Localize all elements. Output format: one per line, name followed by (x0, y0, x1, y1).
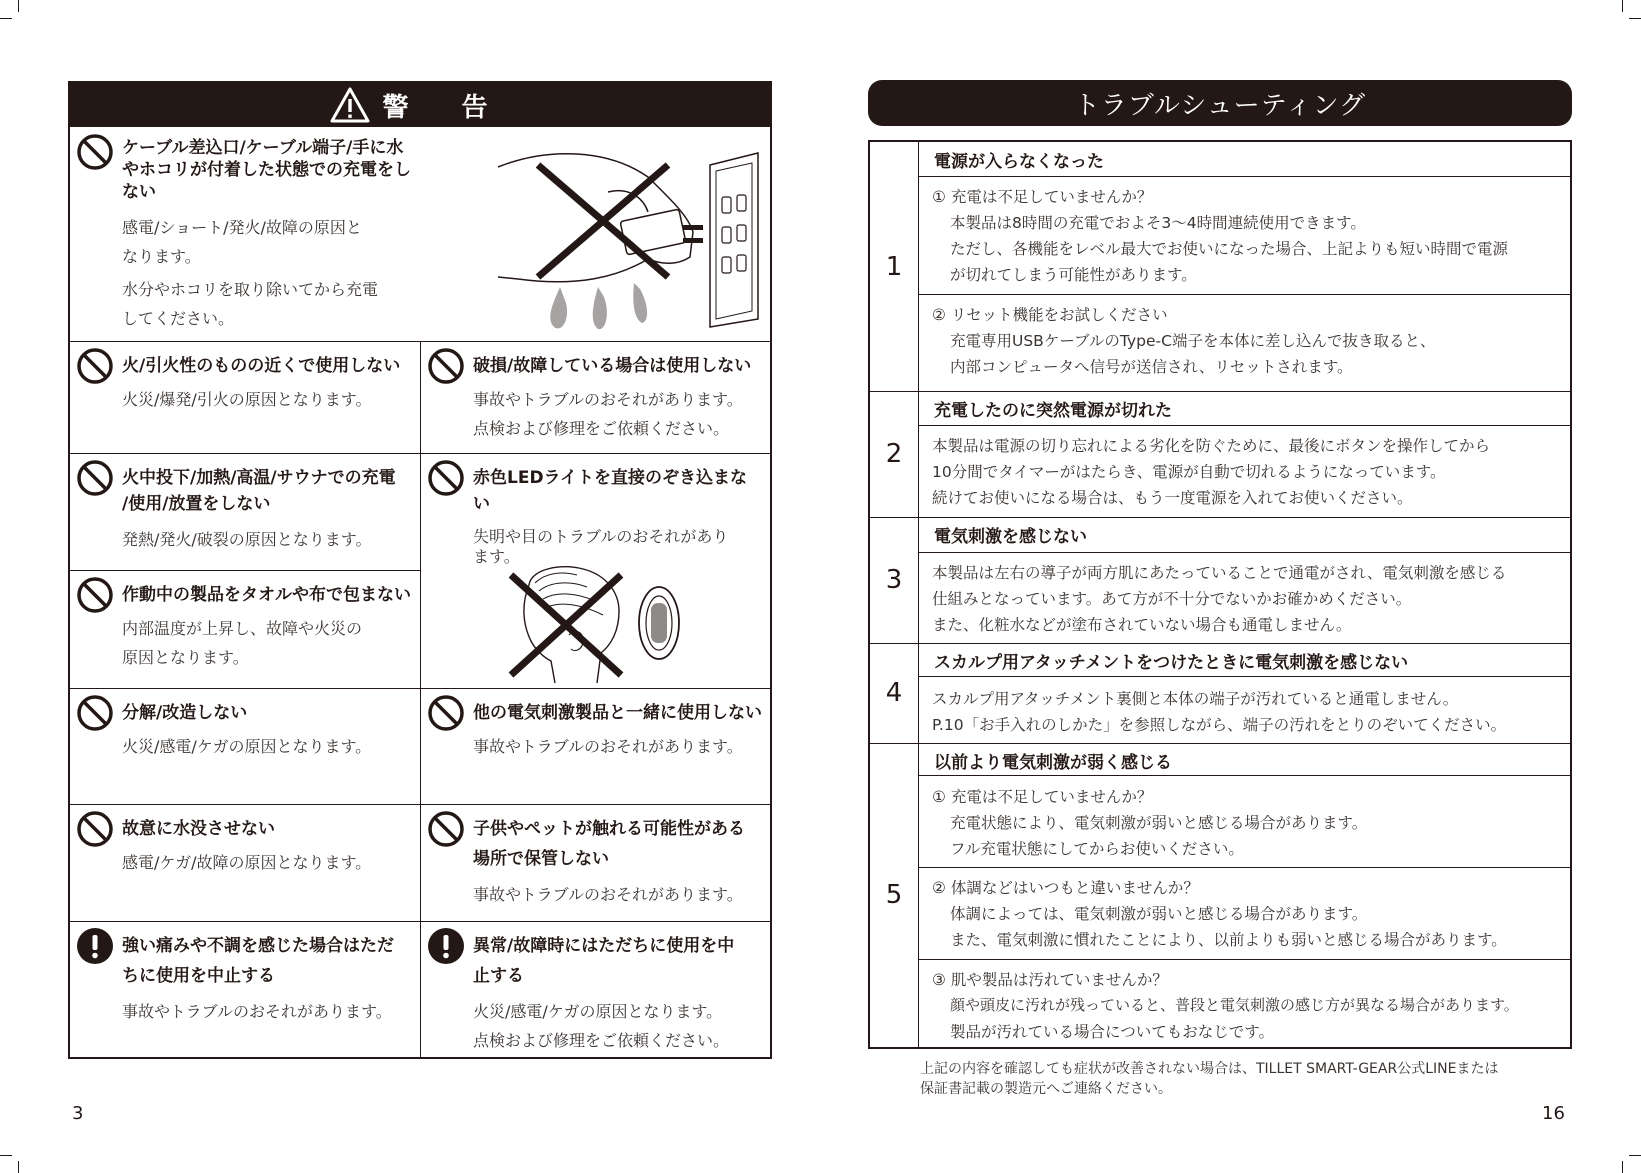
crop-mark (0, 1155, 12, 1156)
item-body-line: 火災/感電/ケガの原因となります。 (122, 737, 372, 756)
prohibition-icon (76, 694, 114, 732)
block-line: 10分間でタイマーがはたらき、電源が自動で切れるようになっています。 (932, 463, 1446, 481)
block-line: 続けてお使いになる場合は、もう一度電源を入れてお使いください。 (932, 489, 1413, 507)
prohibition-icon (427, 459, 465, 497)
section-number: 5 (885, 880, 903, 910)
warning-triangle-icon (330, 87, 370, 123)
crop-mark (18, 1161, 19, 1173)
item-body-line: 事故やトラブルのおそれがあります。 (473, 885, 743, 904)
item-title-line: 場所で保管しない (473, 849, 609, 869)
warning-item-other-device (421, 688, 771, 804)
item-body-line: 発熱/発火/破裂の原因となります。 (122, 530, 372, 549)
troubleshooting-title: トラブルシューティング (1073, 90, 1367, 121)
footnote (920, 1058, 1498, 1098)
warning-item-strong-pain (70, 921, 420, 1059)
warning-item-abnormal (421, 921, 771, 1059)
block-line: 内部コンピュータへ信号が送信され、リセットされます。 (950, 358, 1353, 376)
item-title-line: 子供やペットが触れる可能性がある (473, 819, 745, 839)
item-body-line: 事故やトラブルのおそれがあります。 (473, 390, 743, 409)
section-title: 電気刺激を感じない (934, 527, 1087, 547)
block-line: 本製品は電源の切り忘れによる劣化を防ぐために、最後にボタンを操作してから (932, 437, 1491, 455)
prohibition-icon (427, 810, 465, 848)
warning-item-children (421, 804, 771, 921)
crop-mark (1629, 18, 1641, 19)
item-body-line: 火災/爆発/引火の原因となります。 (122, 390, 372, 409)
warning-item-heating (70, 453, 420, 570)
crop-mark (1622, 1161, 1623, 1173)
warning-table (68, 81, 772, 1059)
crop-mark (0, 18, 12, 19)
block-line: が切れてしまう可能性があります。 (950, 266, 1197, 284)
prohibition-icon (76, 133, 114, 171)
block-line: また、化粧水などが塗布されていない場合も通電しません。 (932, 616, 1352, 634)
item-title-line: 強い痛みや不調を感じた場合はただ (122, 936, 394, 956)
item-body-line: してください。 (122, 309, 235, 328)
item-body-line: ます。 (473, 547, 520, 566)
warning-item-wet-plug (70, 127, 770, 341)
item-title: 他の電気刺激製品と一緒に使用しない (473, 703, 762, 723)
item-body-line: 感電/ショート/発火/故障の原因と (122, 218, 362, 237)
block-line: 製品が汚れている場合についてもおなじです。 (950, 1023, 1274, 1041)
warning-item-damaged (421, 341, 771, 453)
item-title: 破損/故障している場合は使用しない (473, 356, 752, 376)
item-body-line: 感電/ケガ/故障の原因となります。 (122, 853, 372, 872)
footnote-line: 上記の内容を確認しても症状が改善されない場合は、TILLET SMART-GEAR公式LINEまたは (920, 1061, 1499, 1077)
block-line: フル充電状態にしてからお使いください。 (950, 840, 1244, 858)
section-title: 以前より電気刺激が弱く感じる (934, 753, 1172, 773)
item-body-line: なります。 (122, 247, 201, 266)
crop-mark (18, 0, 19, 12)
block-line: ① 充電は不足していませんか？ (932, 188, 1153, 206)
block-line: 顔や頭皮に汚れが残っていると、普段と電気刺激の感じ方が異なる場合があります。 (950, 996, 1519, 1014)
item-title: 作動中の製品をタオルや布で包まない (122, 585, 411, 605)
item-body-line: 内部温度が上昇し、故障や火災の (122, 619, 363, 638)
section-title: スカルプ用アタッチメントをつけたときに電気刺激を感じない (934, 653, 1409, 673)
item-title-line: ない (122, 182, 156, 202)
item-body-line: 点検および修理をご依頼ください。 (473, 419, 730, 438)
warning-item-disassemble (70, 688, 420, 804)
item-body-line: 原因となります。 (122, 648, 249, 667)
item-body-line: 失明や目のトラブルのおそれがあり (473, 527, 729, 546)
item-title: 故意に水没させない (122, 819, 275, 839)
crop-mark (1622, 0, 1623, 12)
block-line: 体調によっては、電気刺激が弱いと感じる場合があります。 (950, 905, 1368, 923)
section-number: 2 (885, 439, 903, 469)
warning-title: 警 告 (382, 92, 510, 123)
warning-item-near-fire (70, 341, 420, 453)
block-line: 仕組みとなっています。あて方が不十分でないかお確かめください。 (932, 590, 1412, 608)
item-body-line: 事故やトラブルのおそれがあります。 (122, 1002, 392, 1021)
block-line: ② リセット機能をお試しください (932, 306, 1168, 324)
block-line: ③ 肌や製品は汚れていませんか？ (932, 971, 1168, 989)
item-body-line: 水分やホコリを取り除いてから充電 (122, 280, 379, 299)
section-number: 3 (885, 565, 903, 595)
exclamation-icon (427, 927, 465, 965)
item-title-line: 火中投下/加熱/高温/サウナでの充電 (122, 468, 396, 488)
block-line: 充電状態により、電気刺激が弱いと感じる場合があります。 (950, 814, 1368, 832)
item-title-line: ケーブル差込口/ケーブル端子/手に水 (122, 138, 404, 158)
warning-header (70, 83, 770, 127)
section-title: 電源が入らなくなった (934, 152, 1104, 172)
prohibition-icon (427, 694, 465, 732)
item-title-line: 止する (473, 966, 524, 986)
warning-item-submerge (70, 804, 420, 921)
footnote-line: 保証書記載の製造元へご連絡ください。 (920, 1081, 1172, 1097)
eye-led-illustration (491, 565, 711, 685)
prohibition-icon (427, 347, 465, 385)
block-line: ① 充電は不足していませんか？ (932, 788, 1153, 806)
item-title: 分解/改造しない (122, 703, 248, 723)
page-number-right: 16 (1542, 1103, 1565, 1124)
prohibition-icon (76, 810, 114, 848)
block-line: P.10「お手入れのしかた」を参照しながら、端子の汚れをとりのぞいてください。 (932, 716, 1507, 734)
block-line: ② 体調などはいつもと違いませんか？ (932, 879, 1199, 897)
prohibition-icon (76, 576, 114, 614)
wet-hand-outlet-illustration (458, 137, 768, 337)
section-number: 1 (885, 251, 903, 282)
item-title-line: ちに使用を中止する (122, 966, 275, 986)
warning-item-wrapping (70, 570, 420, 688)
troubleshooting-table (868, 140, 1572, 1049)
item-title-line: い (473, 494, 490, 514)
troubleshooting-header (868, 80, 1572, 126)
page-number-left: 3 (72, 1103, 84, 1124)
block-line: また、電気刺激に慣れたことにより、以前よりも弱いと感じる場合があります。 (950, 931, 1507, 949)
item-title-line: 異常/故障時にはただちに使用を中 (473, 936, 735, 956)
item-title: 火/引火性のものの近くで使用しない (122, 356, 401, 376)
item-title-line: 赤色LEDライトを直接のぞき込まな (473, 468, 748, 488)
warning-item-red-led (421, 453, 771, 688)
item-body-line: 事故やトラブルのおそれがあります。 (473, 737, 743, 756)
exclamation-icon (76, 927, 114, 965)
block-line: 充電専用USBケーブルのType-C端子を本体に差し込んで抜き取ると、 (950, 332, 1436, 350)
item-body-line: 火災/感電/ケガの原因となります。 (473, 1002, 723, 1021)
block-line: 本製品は8時間の充電でおよそ3〜4時間連続使用できます。 (950, 214, 1366, 232)
block-line: 本製品は左右の導子が両方肌にあたっていることで通電がされ、電気刺激を感じる (932, 564, 1507, 582)
prohibition-icon (76, 347, 114, 385)
crop-mark (1629, 1155, 1641, 1156)
prohibition-icon (76, 459, 114, 497)
item-title-line: /使用/放置をしない (122, 494, 271, 514)
item-title-line: やホコリが付着した状態での充電をし (122, 160, 411, 180)
block-line: スカルプ用アタッチメント裏側と本体の端子が汚れていると通電しません。 (932, 690, 1459, 708)
block-line: ただし、各機能をレベル最大でお使いになった場合、上記よりも短い時間で電源 (950, 240, 1509, 258)
section-number: 4 (885, 678, 903, 708)
section-title: 充電したのに突然電源が切れた (934, 401, 1172, 421)
item-body-line: 点検および修理をご依頼ください。 (473, 1031, 730, 1050)
